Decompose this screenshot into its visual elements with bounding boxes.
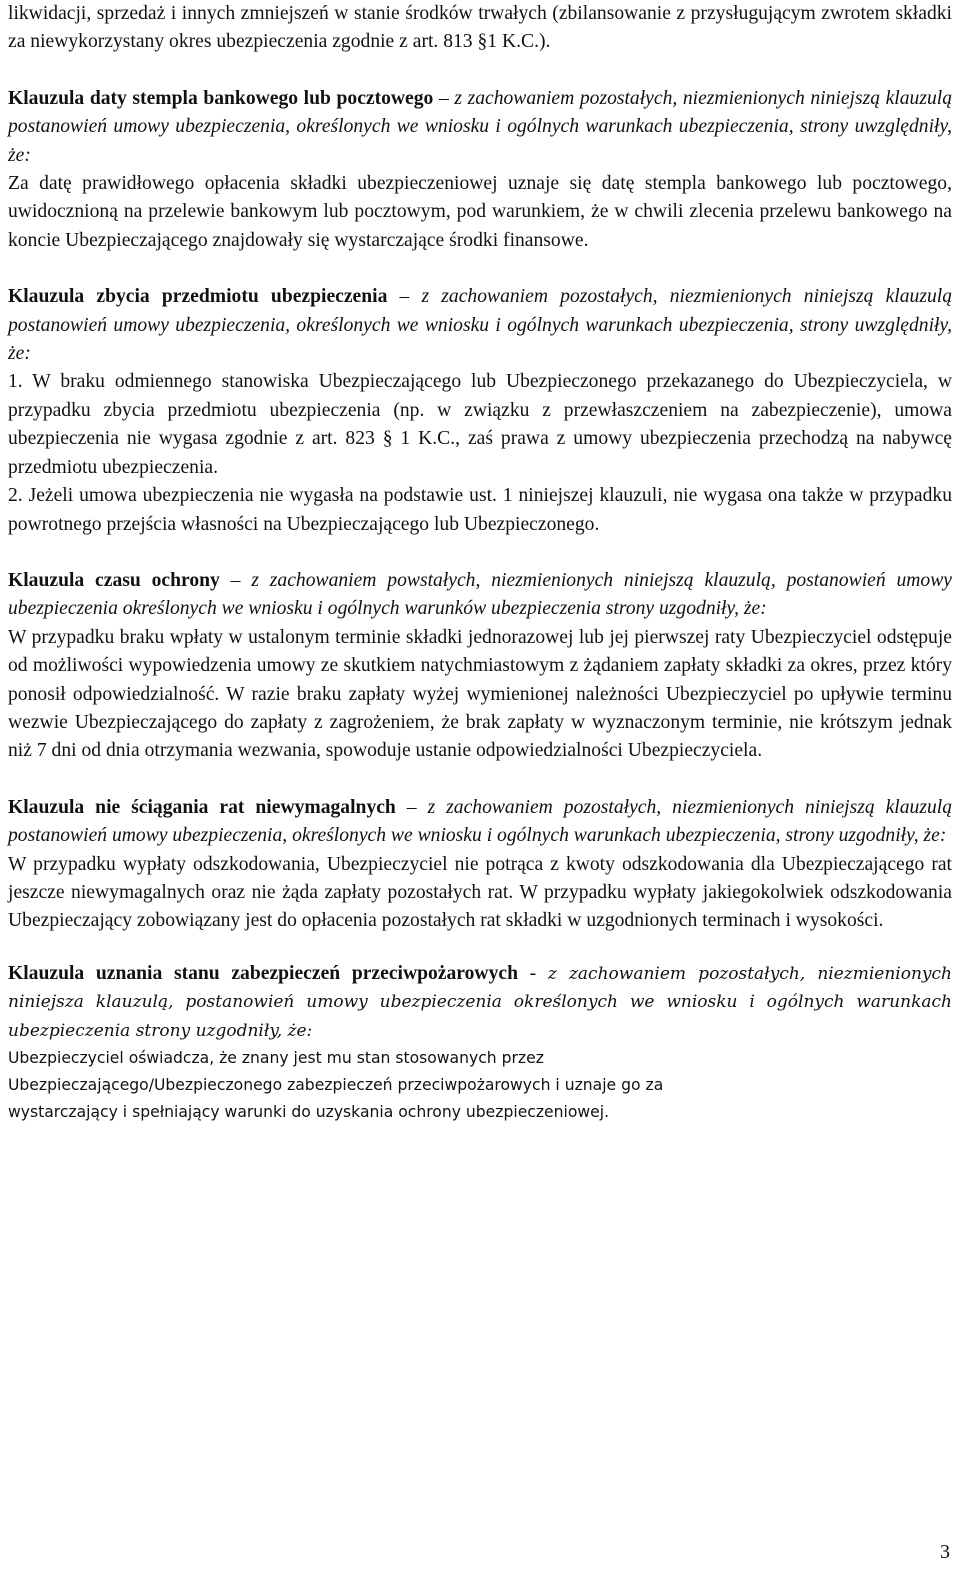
body-line: Ubezpieczającego/Ubezpieczonego zabezpieczeń przeciwpożarowych i uznaje go za xyxy=(8,1076,664,1094)
clause-point-2: 2. Jeżeli umowa ubezpieczenia nie wygasła na podstawie ust. 1 niniejszej klauzuli, nie wygasa ona także w przypadku powrotnego przejścia własności na Ubezpieczającego lub Ubezpieczonego. xyxy=(8,485,952,535)
clause-lead: z zachowaniem pozostałych, niezmienionych niniejszą klauzulą postanowień umowy ubezpieczenia, określonych we wniosku i ogólnych warunkach ubezpieczenia, strony uwzględniły, że: xyxy=(8,286,953,365)
clause-lead: z zachowaniem pozostałych, niezmienionych niniejsza klauzulą, postanowień umowy ubezpieczenia określonych we wniosku i ogólnych warunkach ubezpieczenia strony uzgodniły, że: xyxy=(8,963,952,1041)
dash: – xyxy=(219,569,252,591)
clause-lead: z zachowaniem pozostałych, niezmienionych niniejszą klauzulą postanowień umowy ubezpieczenia, określonych we wniosku i ogólnych warunkach ubezpieczenia, strony uzgodniły, że: xyxy=(8,796,953,847)
clause-stamp-date xyxy=(8,85,952,170)
clause-protection-time xyxy=(8,567,952,624)
clause-title: Klauzula daty stempla bankowego lub pocztowego xyxy=(8,87,434,109)
clause-title: Klauzula nie ściągania rat niewymagalnych xyxy=(8,796,396,818)
dash: - xyxy=(517,962,548,984)
dash: – xyxy=(387,286,422,308)
clause-installments xyxy=(8,794,952,851)
body-line: wystarczający i spełniający warunki do uzyskania ochrony ubezpieczeniowej. xyxy=(8,1103,610,1121)
clause-lead: z zachowaniem powstałych, niezmienionych niniejszą klauzulą, postanowień umowy ubezpieczenia określonych we wniosku i ogólnych warunków ubezpieczenia strony uzgodniły, że: xyxy=(8,569,952,620)
clause-body: W przypadku wypłaty odszkodowania, Ubezpieczyciel nie potrąca z kwoty odszkodowania dla Ubezpieczającego rat jeszcze niewymagalnych oraz nie żąda zapłaty pozostałych rat. W przypadku wypłaty jakiegokolwiek odszkodowania Ubezpieczający zobowiązany jest do opłacenia pozostałych rat składki w uzgodnionych terminach i wysokości. xyxy=(8,853,952,932)
document-page xyxy=(8,0,952,1126)
page-number: 3 xyxy=(940,1541,950,1563)
clause-title: Klauzula uznania stanu zabezpieczeń przeciwpożarowych xyxy=(8,962,518,984)
clause-body: W przypadku braku wpłaty w ustalonym terminie składki jednorazowej lub jej pierwszej raty Ubezpieczyciel odstępuje od możliwości wypowiedzenia umowy ze skutkiem natychmiastowym z żądaniem zapłaty składki za okres, przez który ponosił odpowiedzialność. W razie braku zapłaty wyżej wymienionej należności Ubezpieczyciel po upływie terminu wezwie Ubezpieczającego do zapłaty z zagrożeniem, że brak zapłaty w wyznaczonym terminie, nie krótszym jednak niż 7 dni od dnia otrzymania wezwania, spowoduje ustanie odpowiedzialności Ubezpieczyciela. xyxy=(8,626,952,762)
clause-title: Klauzula czasu ochrony xyxy=(8,569,220,591)
dash: – xyxy=(433,87,455,109)
clause-lead: z zachowaniem pozostałych, niezmienionych niniejszą klauzulą postanowień umowy ubezpieczenia, określonych we wniosku i ogólnych warunkach ubezpieczenia, strony uwzględniły, że: xyxy=(8,87,953,166)
intro-paragraph: likwidacji, sprzedaż i innych zmniejszeń w stanie środków trwałych (zbilansowanie z przysługującym zwrotem składki za niewykorzystany okres ubezpieczenia zgodnie z art. 813 §1 K.C.). xyxy=(8,3,952,53)
clause-point-1: 1. W braku odmiennego stanowiska Ubezpieczającego lub Ubezpieczonego przekazanego do Ubezpieczyciela, w przypadku zbycia przedmiotu ubezpieczenia (np. w związku z przewłaszczeniem na zabezpieczenie), umowa ubezpieczenia nie wygasa zgodnie z art. 823 § 1 K.C., zaś prawa z umowy ubezpieczenia przechodzą na nabywcę przedmiotu ubezpieczenia. xyxy=(8,371,952,478)
clause-fire-protection xyxy=(8,960,952,1045)
clause-body: Za datę prawidłowego opłacenia składki ubezpieczeniowej uznaje się datę stempla bankowego lub pocztowego, uwidocznioną na przelewie bankowym lub pocztowym, pod warunkiem, że w chwili zlecenia przelewu bankowego na koncie Ubezpieczającego znajdowały się wystarczające środki finansowe. xyxy=(8,173,952,251)
dash: – xyxy=(395,796,428,818)
clause-title: Klauzula zbycia przedmiotu ubezpieczenia xyxy=(8,286,388,308)
clause-sale-of-subject xyxy=(8,283,952,368)
clause-body xyxy=(8,1045,952,1126)
body-line: Ubezpieczyciel oświadcza, że znany jest mu stan stosowanych przez xyxy=(8,1049,544,1067)
